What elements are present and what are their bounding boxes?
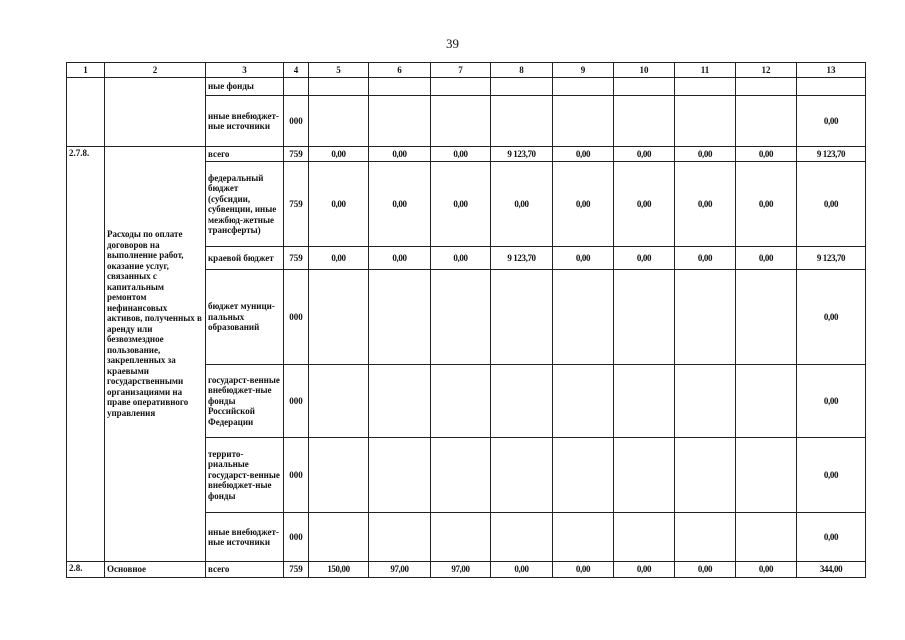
value-cell xyxy=(309,365,369,438)
value-cell xyxy=(797,78,866,96)
header-col-2: 2 xyxy=(105,63,206,78)
value-cell xyxy=(431,513,491,562)
value-cell xyxy=(553,270,614,365)
value-cell: 0,00 xyxy=(797,438,866,513)
source-cell: террито-риальные государст-венные внебюджет-ные фонды xyxy=(206,438,284,513)
value-cell: 0,00 xyxy=(431,247,491,270)
table-row xyxy=(67,147,866,162)
code-cell: 000 xyxy=(284,365,309,438)
value-cell xyxy=(369,270,431,365)
value-cell: 0,00 xyxy=(675,247,736,270)
value-cell xyxy=(614,78,675,96)
value-cell xyxy=(736,438,797,513)
value-cell xyxy=(309,270,369,365)
value-cell xyxy=(309,513,369,562)
value-cell: 0,00 xyxy=(553,162,614,247)
value-cell: 0,00 xyxy=(491,562,553,578)
header-col-10: 10 xyxy=(614,63,675,78)
value-cell xyxy=(736,270,797,365)
item-name: Основное xyxy=(105,562,206,578)
value-cell xyxy=(491,270,553,365)
header-col-6: 6 xyxy=(369,63,431,78)
value-cell: 97,00 xyxy=(431,562,491,578)
header-col-7: 7 xyxy=(431,63,491,78)
budget-table xyxy=(66,62,866,578)
header-col-3: 3 xyxy=(206,63,284,78)
value-cell xyxy=(431,96,491,147)
value-cell: 0,00 xyxy=(309,247,369,270)
header-col-8: 8 xyxy=(491,63,553,78)
value-cell: 0,00 xyxy=(675,147,736,162)
value-cell: 0,00 xyxy=(675,162,736,247)
source-cell: ные фонды xyxy=(206,78,284,96)
value-cell xyxy=(675,513,736,562)
source-cell: иные внебюджет-ные источники xyxy=(206,96,284,147)
value-cell xyxy=(614,438,675,513)
item-index: 2.8. xyxy=(67,562,105,578)
value-cell xyxy=(675,438,736,513)
value-cell xyxy=(614,365,675,438)
value-cell: 9 123,70 xyxy=(491,147,553,162)
value-cell xyxy=(491,96,553,147)
value-cell: 0,00 xyxy=(614,562,675,578)
value-cell xyxy=(553,438,614,513)
value-cell: 344,00 xyxy=(797,562,866,578)
code-cell: 000 xyxy=(284,513,309,562)
value-cell xyxy=(309,96,369,147)
name-cell xyxy=(105,78,206,147)
value-cell: 0,00 xyxy=(369,247,431,270)
value-cell xyxy=(491,78,553,96)
index-cell xyxy=(67,78,105,147)
value-cell: 0,00 xyxy=(491,162,553,247)
value-cell xyxy=(736,365,797,438)
value-cell xyxy=(614,96,675,147)
value-cell: 0,00 xyxy=(369,147,431,162)
code-cell: 000 xyxy=(284,438,309,513)
value-cell: 9 123,70 xyxy=(797,147,866,162)
source-cell: бюджет муници-пальных образований xyxy=(206,270,284,365)
code-cell xyxy=(284,78,309,96)
value-cell: 0,00 xyxy=(675,562,736,578)
header-col-12: 12 xyxy=(736,63,797,78)
value-cell xyxy=(369,438,431,513)
value-cell xyxy=(736,513,797,562)
value-cell xyxy=(491,438,553,513)
value-cell: 0,00 xyxy=(797,162,866,247)
value-cell: 0,00 xyxy=(736,162,797,247)
source-cell: всего xyxy=(206,147,284,162)
header-col-5: 5 xyxy=(309,63,369,78)
value-cell: 0,00 xyxy=(797,513,866,562)
value-cell: 97,00 xyxy=(369,562,431,578)
table-header-row xyxy=(67,63,866,78)
value-cell: 0,00 xyxy=(309,162,369,247)
value-cell: 0,00 xyxy=(797,365,866,438)
value-cell xyxy=(614,270,675,365)
value-cell: 0,00 xyxy=(614,247,675,270)
value-cell: 0,00 xyxy=(553,147,614,162)
value-cell: 0,00 xyxy=(736,562,797,578)
item-name-cell xyxy=(105,147,206,562)
value-cell xyxy=(369,365,431,438)
value-cell: 0,00 xyxy=(614,162,675,247)
source-cell: краевой бюджет xyxy=(206,247,284,270)
value-cell: 0,00 xyxy=(736,147,797,162)
value-cell xyxy=(675,270,736,365)
value-cell: 0,00 xyxy=(431,147,491,162)
header-col-11: 11 xyxy=(675,63,736,78)
value-cell xyxy=(675,78,736,96)
value-cell xyxy=(675,96,736,147)
value-cell: 0,00 xyxy=(431,162,491,247)
header-col-1: 1 xyxy=(67,63,105,78)
page-number: 39 xyxy=(446,36,459,51)
value-cell xyxy=(309,438,369,513)
value-cell: 150,00 xyxy=(309,562,369,578)
value-cell xyxy=(431,438,491,513)
value-cell: 0,00 xyxy=(553,247,614,270)
header-col-9: 9 xyxy=(553,63,614,78)
table-row xyxy=(67,78,866,96)
value-cell xyxy=(309,78,369,96)
code-cell: 000 xyxy=(284,96,309,147)
value-cell: 0,00 xyxy=(797,270,866,365)
value-cell xyxy=(553,365,614,438)
item-name: Расходы по оплате договоров на выполнение работ, оказание услуг, связанных с капитальным ремонтом нефинансовых активов, полученных в аренду или безвозмездное пользование, закрепленных за краевыми государственными организациями на праве оперативного управления xyxy=(107,229,202,418)
value-cell xyxy=(491,365,553,438)
source-cell: государст-венные внебюджет-ные фонды Российской Федерации xyxy=(206,365,284,438)
value-cell xyxy=(553,513,614,562)
code-cell: 759 xyxy=(284,162,309,247)
item-index: 2.7.8. xyxy=(67,147,105,562)
value-cell xyxy=(369,96,431,147)
code-cell: 000 xyxy=(284,270,309,365)
source-cell: иные внебюджет-ные источники xyxy=(206,513,284,562)
value-cell xyxy=(553,96,614,147)
value-cell xyxy=(736,78,797,96)
value-cell xyxy=(431,365,491,438)
source-cell: всего xyxy=(206,562,284,578)
value-cell xyxy=(491,513,553,562)
code-cell: 759 xyxy=(284,147,309,162)
value-cell: 9 123,70 xyxy=(491,247,553,270)
value-cell xyxy=(736,96,797,147)
header-col-4: 4 xyxy=(284,63,309,78)
value-cell: 0,00 xyxy=(309,147,369,162)
value-cell xyxy=(614,513,675,562)
value-cell: 9 123,70 xyxy=(797,247,866,270)
value-cell xyxy=(431,78,491,96)
value-cell: 0,00 xyxy=(369,162,431,247)
value-cell: 0,00 xyxy=(736,247,797,270)
value-cell xyxy=(553,78,614,96)
value-cell xyxy=(369,78,431,96)
value-cell xyxy=(431,270,491,365)
value-cell: 0,00 xyxy=(553,562,614,578)
value-cell: 0,00 xyxy=(797,96,866,147)
code-cell: 759 xyxy=(284,562,309,578)
header-col-13: 13 xyxy=(797,63,866,78)
table-row xyxy=(67,562,866,578)
value-cell xyxy=(369,513,431,562)
value-cell xyxy=(675,365,736,438)
code-cell: 759 xyxy=(284,247,309,270)
value-cell: 0,00 xyxy=(614,147,675,162)
source-cell: федеральный бюджет (субсидии, субвенции, иные межбюд-жетные трансферты) xyxy=(206,162,284,247)
